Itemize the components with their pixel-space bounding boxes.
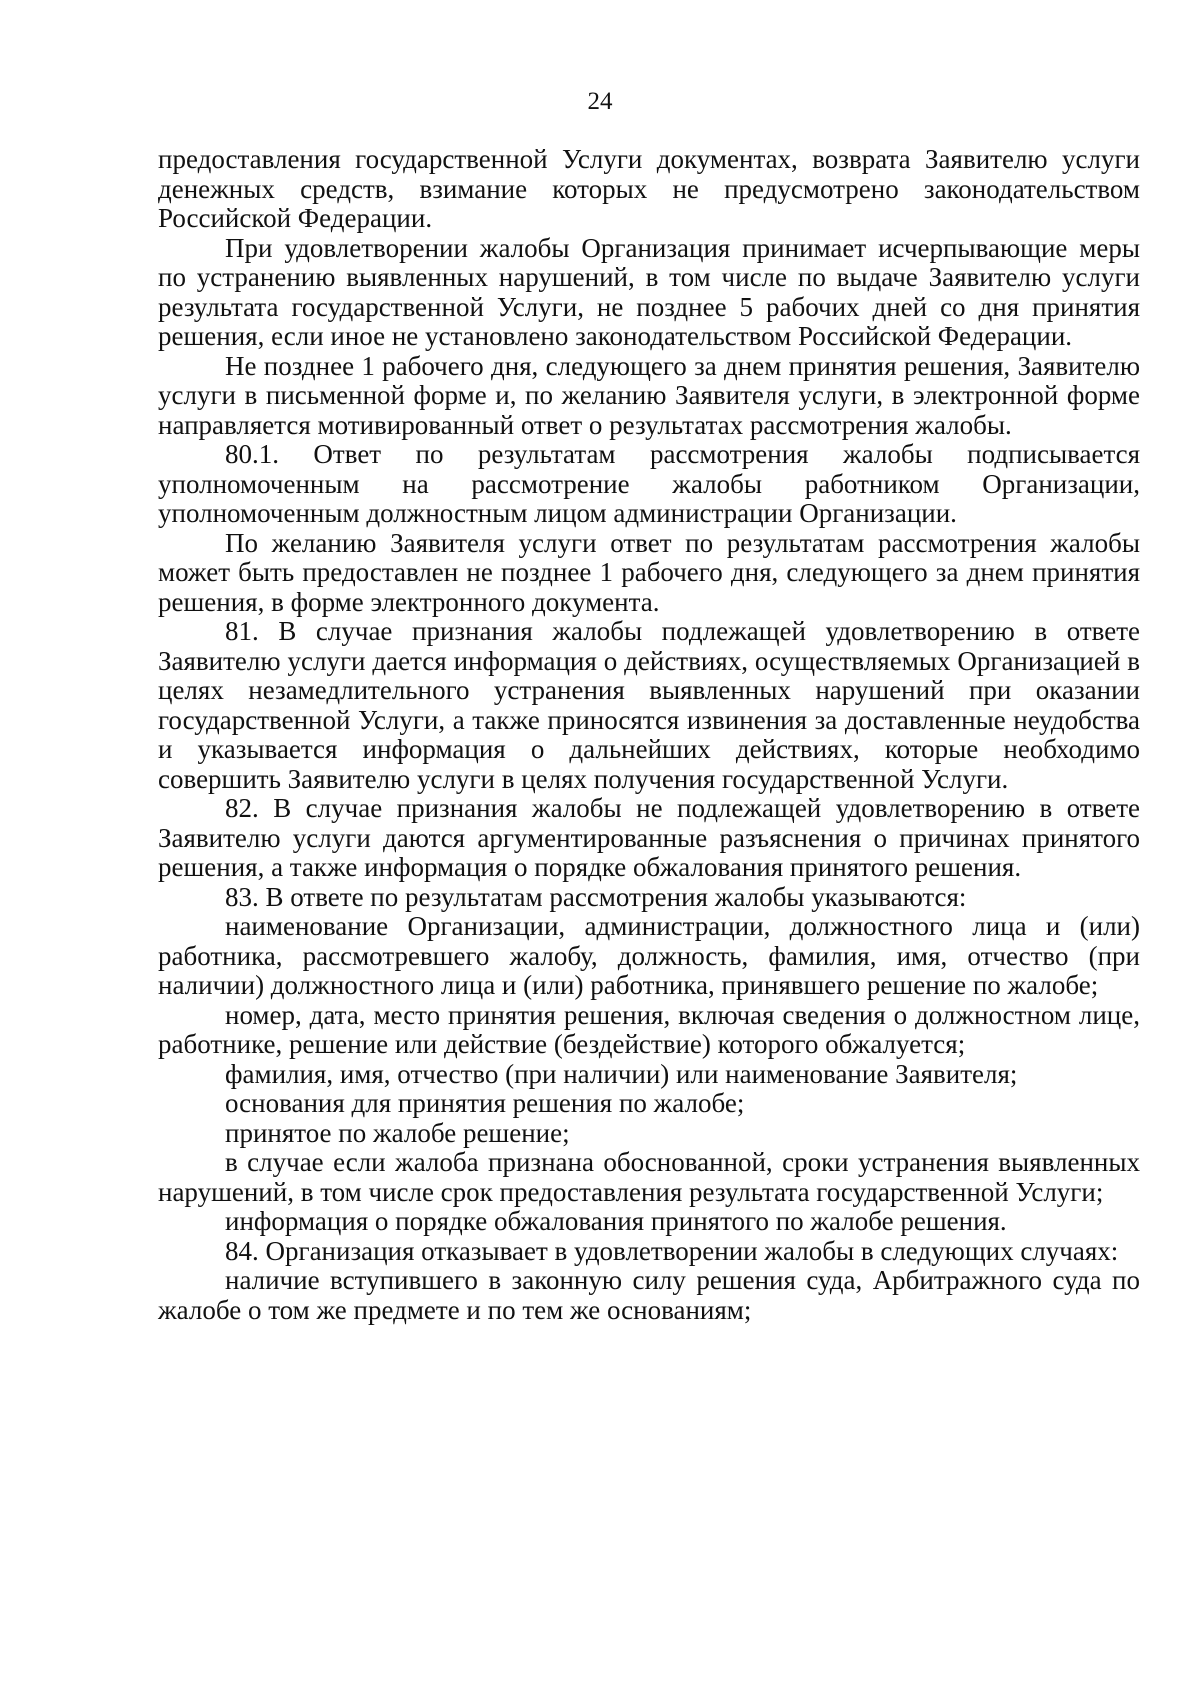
paragraph-80-1: 80.1. Ответ по результатам рассмотрения жалобы подписывается уполномоченным на рассмотрение жалобы работником Организации, уполномоченным должностным лицом администрации Организации.: [158, 439, 1140, 528]
list-item-remediation-terms: в случае если жалоба признана обоснованной, сроки устранения выявленных нарушений, в том числе срок предоставления результата государственной Услуги;: [158, 1147, 1140, 1207]
list-item-court-decision: наличие вступившего в законную силу решения суда, Арбитражного суда по жалобе о том же предмете и по тем же основаниям;: [158, 1265, 1140, 1325]
paragraph-continuation: предоставления государственной Услуги документах, возврата Заявителю услуги денежных средств, взимание которых не предусмотрено законодательством Российской Федерации.: [158, 144, 1140, 233]
paragraph-electronic-response: По желанию Заявителя услуги ответ по результатам рассмотрения жалобы может быть предоставлен не позднее 1 рабочего дня, следующего за днем принятия решения, в форме электронного документа.: [158, 527, 1140, 617]
paragraph-83: 83. В ответе по результатам рассмотрения жалобы указываются:: [225, 881, 967, 912]
list-item-decision-grounds: основания для принятия решения по жалобе;: [225, 1088, 745, 1118]
list-item-appeal-procedure: информация о порядке обжалования принятого по жалобе решения.: [225, 1206, 1007, 1236]
page-number: 24: [587, 88, 613, 115]
document-body: [158, 145, 1140, 1325]
list-item-applicant-name: фамилия, имя, отчество (при наличии) или наименование Заявителя;: [225, 1058, 1018, 1089]
paragraph-satisfaction-measures: При удовлетворении жалобы Организация принимает исчерпывающие меры по устранению выявленных нарушений, в том числе по выдаче Заявителю услуги результата государственной Услуги, не позднее 5 рабочих дней со дня принятия решения, если иное не установлено законодательством Российской Федерации.: [158, 232, 1140, 351]
paragraph-response-deadline: Не позднее 1 рабочего дня, следующего за днем принятия решения, Заявителю услуги в письменной форме и, по желанию Заявителя услуги, в электронной форме направляется мотивированный ответ о результатах рассмотрения жалобы.: [158, 350, 1140, 440]
list-item-organization-name: наименование Организации, администрации, должностного лица и (или) работника, рассмотревшего жалобу, должность, фамилия, имя, отчество (при наличии) должностного лица и (или) работника, принявшего решение по жалобе;: [158, 911, 1140, 1000]
list-item-decision: принятое по жалобе решение;: [225, 1117, 570, 1148]
paragraph-82: 82. В случае признания жалобы не подлежащей удовлетворению в ответе Заявителю услуги даются аргументированные разъяснения о причинах принятого решения, а также информация о порядке обжалования принятого решения.: [158, 793, 1140, 882]
list-item-decision-details: номер, дата, место принятия решения, включая сведения о должностном лице, работнике, решение или действие (бездействие) которого обжалуется;: [158, 999, 1140, 1059]
paragraph-84: 84. Организация отказывает в удовлетворении жалобы в следующих случаях:: [225, 1235, 1119, 1266]
paragraph-81: 81. В случае признания жалобы подлежащей удовлетворению в ответе Заявителю услуги дается информация о действиях, осуществляемых Организацией в целях незамедлительного устранения выявленных нарушений при оказании государственной Услуги, а также приносятся извинения за доставленные неудобства и указывается информация о дальнейших действиях, которые необходимо совершить Заявителю услуги в целях получения государственной Услуги.: [158, 616, 1140, 794]
